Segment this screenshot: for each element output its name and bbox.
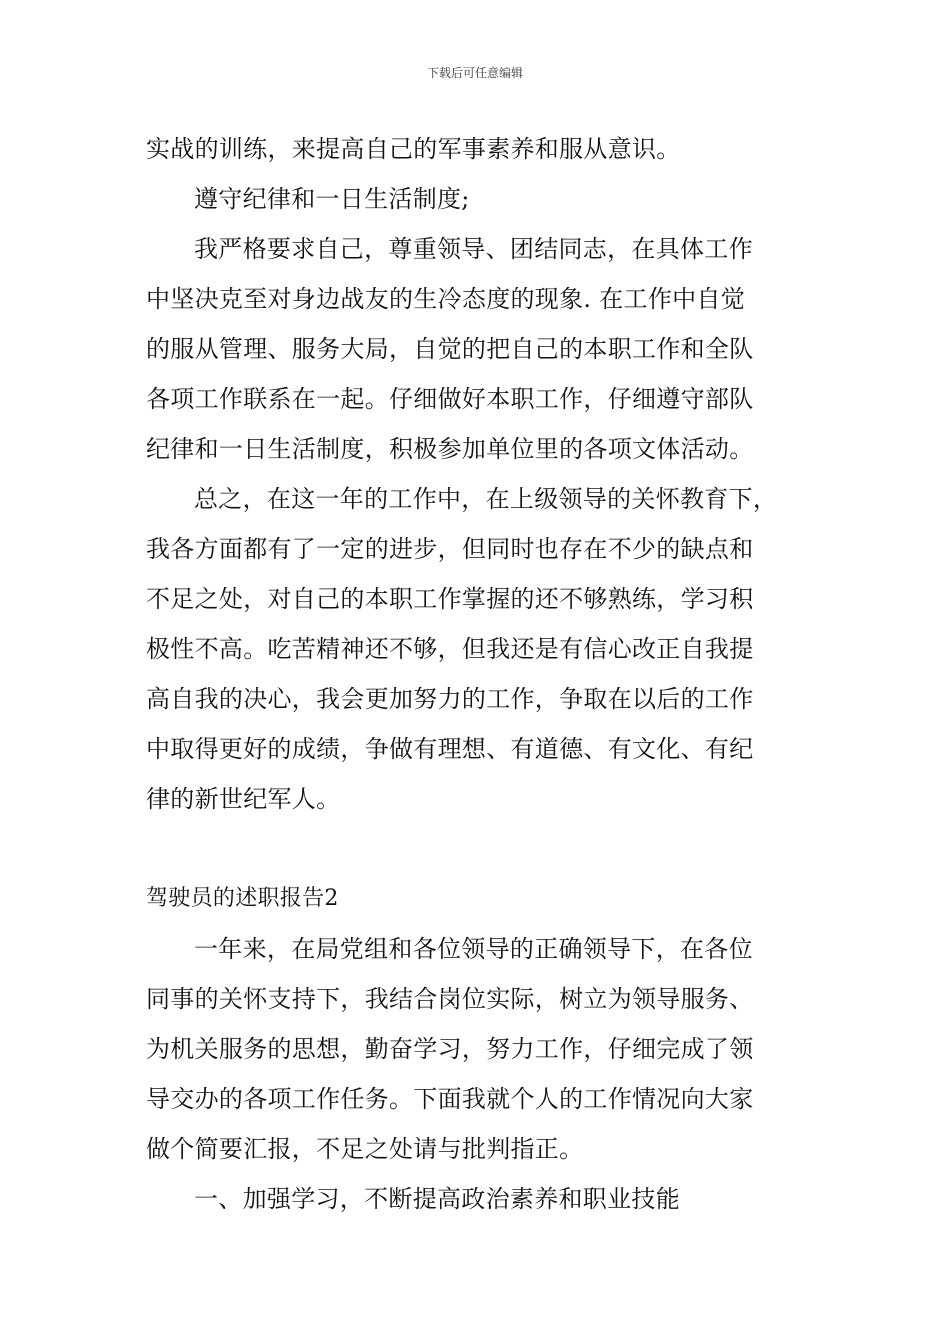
page-header: 下载后可任意编辑 [426,66,523,80]
body-line: 律的新世纪军人。 [146,785,341,813]
paragraph-start-line: 总之，在这一年的工作中，在上级领导的关怀教育下， [194,485,778,513]
body-line: 的服从管理、服务大局，自觉的把自己的本职工作和全队 [146,335,754,363]
body-line: 中坚决克至对身边战友的生冷态度的现象. 在工作中自觉 [146,285,746,313]
body-line: 高自我的决心，我会更加努力的工作，争取在以后的工作 [146,685,754,713]
paragraph-start-line: 我严格要求自己，尊重领导、团结同志，在具体工作 [194,235,753,263]
body-line: 遵守纪律和一日生活制度; [194,185,470,213]
body-line: 我各方面都有了一定的进步，但同时也存在不少的缺点和 [146,535,754,563]
paragraph-start-line: 一年来，在局党组和各位领导的正确领导下，在各位 [194,935,753,963]
body-line: 同事的关怀支持下，我结合岗位实际，树立为领导服务、 [146,985,754,1013]
body-line: 不足之处，对自己的本职工作掌握的还不够熟练，学习积 [146,585,754,613]
body-line: 纪律和一日生活制度，积极参加单位里的各项文体活动。 [146,435,754,463]
body-line: 极性不高。吃苦精神还不够，但我还是有信心改正自我提 [146,635,754,663]
section-heading: 驾驶员的述职报告2 [146,886,339,911]
body-line: 各项工作联系在一起。仔细做好本职工作，仔细遵守部队 [146,385,754,413]
body-line: 导交办的各项工作任务。下面我就个人的工作情况向大家 [146,1085,754,1113]
body-line: 为机关服务的思想，勤奋学习，努力工作，仔细完成了领 [146,1035,754,1063]
body-line: 中取得更好的成绩，争做有理想、有道德、有文化、有纪 [146,735,754,763]
subsection-heading: 一、加强学习，不断提高政治素养和职业技能 [194,1185,680,1213]
body-line: 实战的训练，来提高自己的军事素养和服从意识。 [146,135,681,163]
body-line: 做个简要汇报，不足之处请与批判指正。 [146,1135,584,1163]
